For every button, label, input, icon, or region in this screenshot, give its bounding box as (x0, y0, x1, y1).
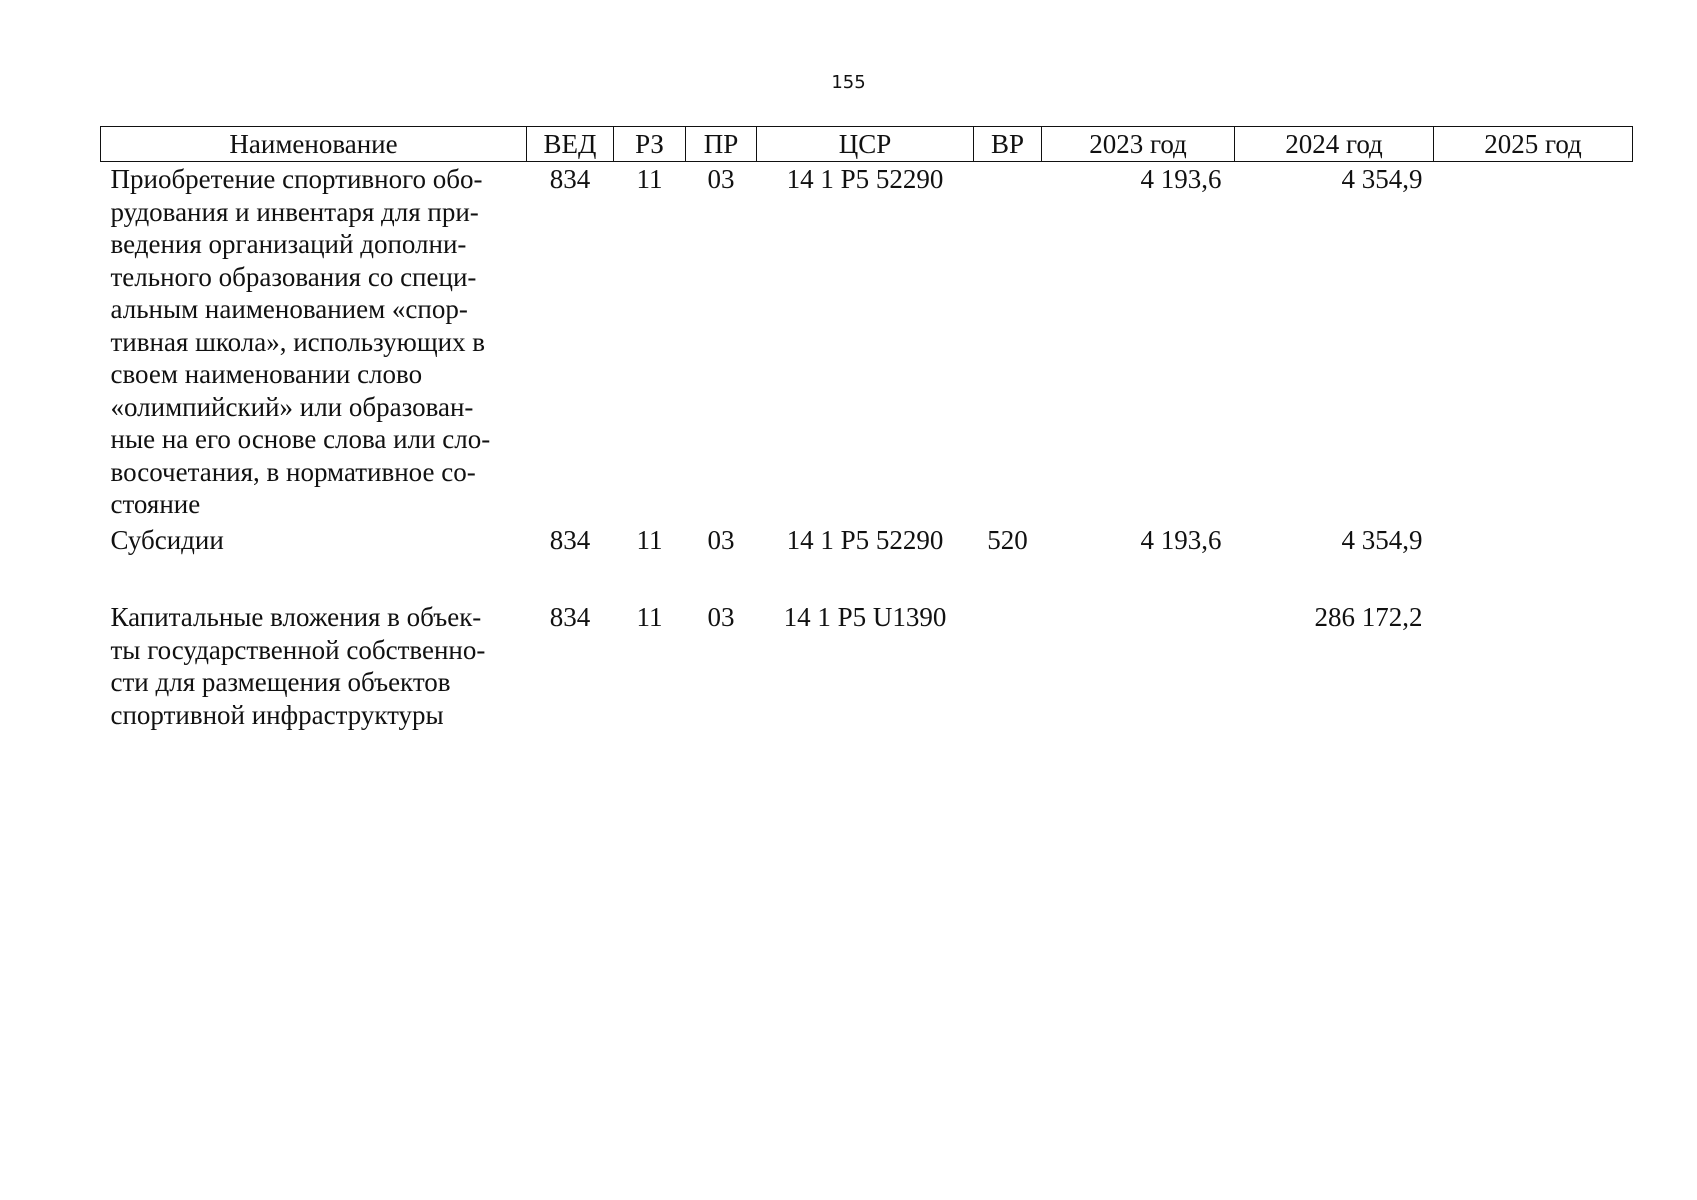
header-name: Наименование (101, 127, 527, 162)
name-line: сти для размещения объектов (110, 667, 451, 697)
cell-2024: 4 354,9 (1341, 164, 1423, 194)
name-line: альным наименованием «спор- (110, 294, 468, 324)
cell-2023: 4 193,6 (1140, 164, 1222, 194)
row-name (101, 524, 527, 601)
name-line: Приобретение спортивного обо- (110, 164, 483, 194)
header-2023: 2023 год (1042, 127, 1235, 162)
page-number: 155 (831, 72, 866, 93)
cell-2023 (1042, 601, 1235, 741)
name-line: Субсидии (110, 525, 224, 555)
name-line: «олимпийский» или образован- (110, 391, 474, 422)
cell-2024: 286 172,2 (1314, 602, 1423, 632)
cell-2025 (1434, 162, 1633, 525)
name-line: рудования и инвентаря для при- (110, 196, 479, 227)
name-line: восочетания, в нормативное со- (110, 456, 476, 487)
cell-rz: 11 (636, 602, 663, 632)
header-2025: 2025 год (1434, 127, 1633, 162)
cell-pr: 03 (707, 602, 735, 632)
name-line: ные на его основе слова или сло- (110, 424, 491, 454)
table-row (101, 162, 1633, 525)
name-line: тивная школа», использующих в (110, 326, 486, 357)
name-line: стояние (110, 489, 201, 519)
name-line: своем наименовании слово (110, 359, 423, 389)
cell-vr (974, 162, 1042, 525)
cell-vr: 520 (987, 525, 1028, 555)
name-line: ты государственной собственно- (110, 634, 486, 665)
cell-2025 (1434, 601, 1633, 741)
budget-table (100, 126, 1633, 741)
cell-2024: 4 354,9 (1341, 525, 1423, 555)
header-csr: ЦСР (757, 127, 974, 162)
cell-ved: 834 (549, 602, 591, 632)
table-row (101, 601, 1633, 741)
cell-2023: 4 193,6 (1140, 525, 1222, 555)
row-name (101, 601, 527, 741)
row-name (101, 162, 527, 525)
name-line: ведения организаций дополни- (110, 229, 467, 259)
cell-pr: 03 (707, 525, 735, 555)
cell-csr: 14 1 P5 52290 (786, 164, 944, 194)
header-pr: ПР (686, 127, 757, 162)
cell-pr: 03 (707, 164, 735, 194)
cell-ved: 834 (549, 525, 591, 555)
name-line: Капитальные вложения в объек- (110, 602, 482, 632)
cell-ved: 834 (549, 164, 591, 194)
header-rz: РЗ (614, 127, 686, 162)
cell-csr: 14 1 P5 U1390 (783, 602, 947, 632)
name-line: тельного образования со специ- (110, 261, 477, 292)
cell-vr (974, 601, 1042, 741)
table-row (101, 524, 1633, 601)
header-ved: ВЕД (527, 127, 614, 162)
name-line: спортивной инфраструктуры (110, 699, 444, 730)
cell-csr: 14 1 P5 52290 (786, 525, 944, 555)
cell-rz: 11 (636, 525, 663, 555)
table-header-row (101, 127, 1633, 162)
cell-2025 (1434, 524, 1633, 601)
cell-rz: 11 (636, 164, 663, 194)
header-2024: 2024 год (1235, 127, 1434, 162)
header-vr: ВР (974, 127, 1042, 162)
